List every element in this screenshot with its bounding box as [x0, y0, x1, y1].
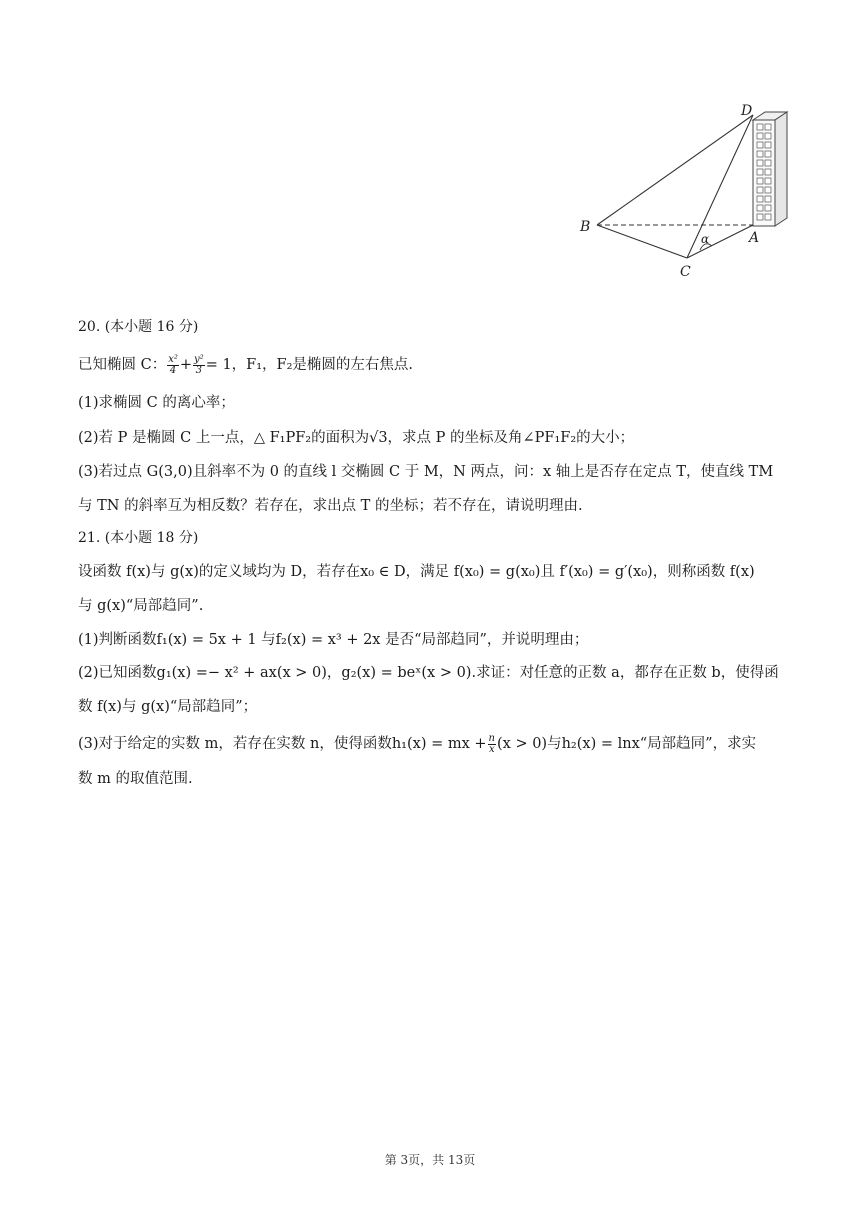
frac-numerator: y² — [194, 353, 204, 365]
label-point-c: C — [680, 264, 691, 280]
q21-part2-line1: (2)已知函数g₁(x) =− x² + ax(x > 0)，g₂(x) = beˣ(x > 0).求证：对任意的正数 a，都存在正数 b，使得函 — [78, 665, 779, 681]
q20-part1: (1)求椭圆 C 的离心率； — [78, 395, 235, 411]
frac-denominator: 3 — [195, 364, 203, 376]
label-point-d: D — [741, 103, 753, 119]
window-cell — [765, 124, 771, 130]
window-cell — [757, 178, 763, 184]
window-cell — [757, 142, 763, 148]
window-cell — [757, 196, 763, 202]
q21-part1: (1)判断函数f₁(x) = 5x + 1 与f₂(x) = x³ + 2x 是否“局部趋同”，并说明理由； — [78, 632, 589, 648]
window-cell — [765, 178, 771, 184]
q21-stem-line1: 设函数 f(x)与 g(x)的定义域均为 D，若存在x₀ ∈ D，满足 f(x₀) = g(x₀)且 f′(x₀) = g′(x₀)，则称函数 f(x) — [78, 564, 755, 580]
window-cell — [757, 160, 763, 166]
window-cell — [765, 142, 771, 148]
q21-heading: 21. (本小题 18 分) — [78, 530, 199, 546]
q21-part3-line1 — [78, 733, 756, 755]
window-cell — [765, 214, 771, 220]
window-cell — [757, 169, 763, 175]
window-cell — [757, 133, 763, 139]
q20-part3-line1: (3)若过点 G(3,0)且斜率不为 0 的直线 l 交椭圆 C 于 M，N 两点，问：x 轴上是否存在定点 T，使直线 TM — [78, 464, 774, 480]
q20-frac-x — [167, 355, 179, 376]
frac-denominator: 4 — [169, 364, 177, 376]
page-footer: 第 3页，共 13页 — [384, 1153, 476, 1167]
frac-denominator: x — [488, 743, 495, 755]
q21-part3-line2: 数 m 的取值范围. — [78, 771, 193, 787]
window-cell — [757, 124, 763, 130]
window-cell — [765, 133, 771, 139]
window-cell — [757, 151, 763, 157]
window-cell — [765, 196, 771, 202]
window-cell — [765, 205, 771, 211]
q20-heading: 20. (本小题 16 分) — [78, 319, 199, 335]
window-cell — [757, 205, 763, 211]
q20-stem — [78, 354, 413, 376]
window-cell — [757, 187, 763, 193]
window-cell — [765, 160, 771, 166]
q21-frac-n-over-x — [488, 734, 496, 755]
window-cell — [757, 214, 763, 220]
q21-part3-prefix: (3)对于给定的实数 m，若存在实数 n，使得函数h₁(x) = mx + — [78, 736, 487, 752]
label-angle-alpha: α — [701, 232, 710, 246]
geometry-figure — [570, 100, 800, 285]
label-point-a: A — [749, 230, 760, 246]
q20-part2: (2)若 P 是椭圆 C 上一点，△ F₁PF₂的面积为√3，求点 P 的坐标及角∠PF₁F₂的大小； — [78, 430, 635, 446]
q20-stem-prefix: 已知椭圆 C： — [78, 357, 167, 373]
q20-part3-line2: 与 TN 的斜率互为相反数？若存在，求出点 T 的坐标；若不存在，请说明理由. — [78, 498, 583, 514]
q20-plus: + — [179, 357, 193, 373]
frac-numerator: x² — [168, 353, 178, 365]
label-point-b: B — [580, 219, 591, 235]
q20-stem-suffix: = 1，F₁，F₂是椭圆的左右焦点. — [205, 357, 414, 373]
q21-stem-line2: 与 g(x)“局部趋同”. — [78, 598, 204, 614]
window-cell — [765, 169, 771, 175]
q20-frac-y — [193, 355, 205, 376]
triangle-lines — [597, 115, 753, 258]
q21-part3-suffix: (x > 0)与h₂(x) = lnx“局部趋同”，求实 — [497, 736, 757, 752]
window-cell — [765, 187, 771, 193]
frac-numerator: n — [488, 732, 495, 744]
q21-part2-line2: 数 f(x)与 g(x)“局部趋同”； — [78, 699, 258, 715]
window-cell — [765, 151, 771, 157]
